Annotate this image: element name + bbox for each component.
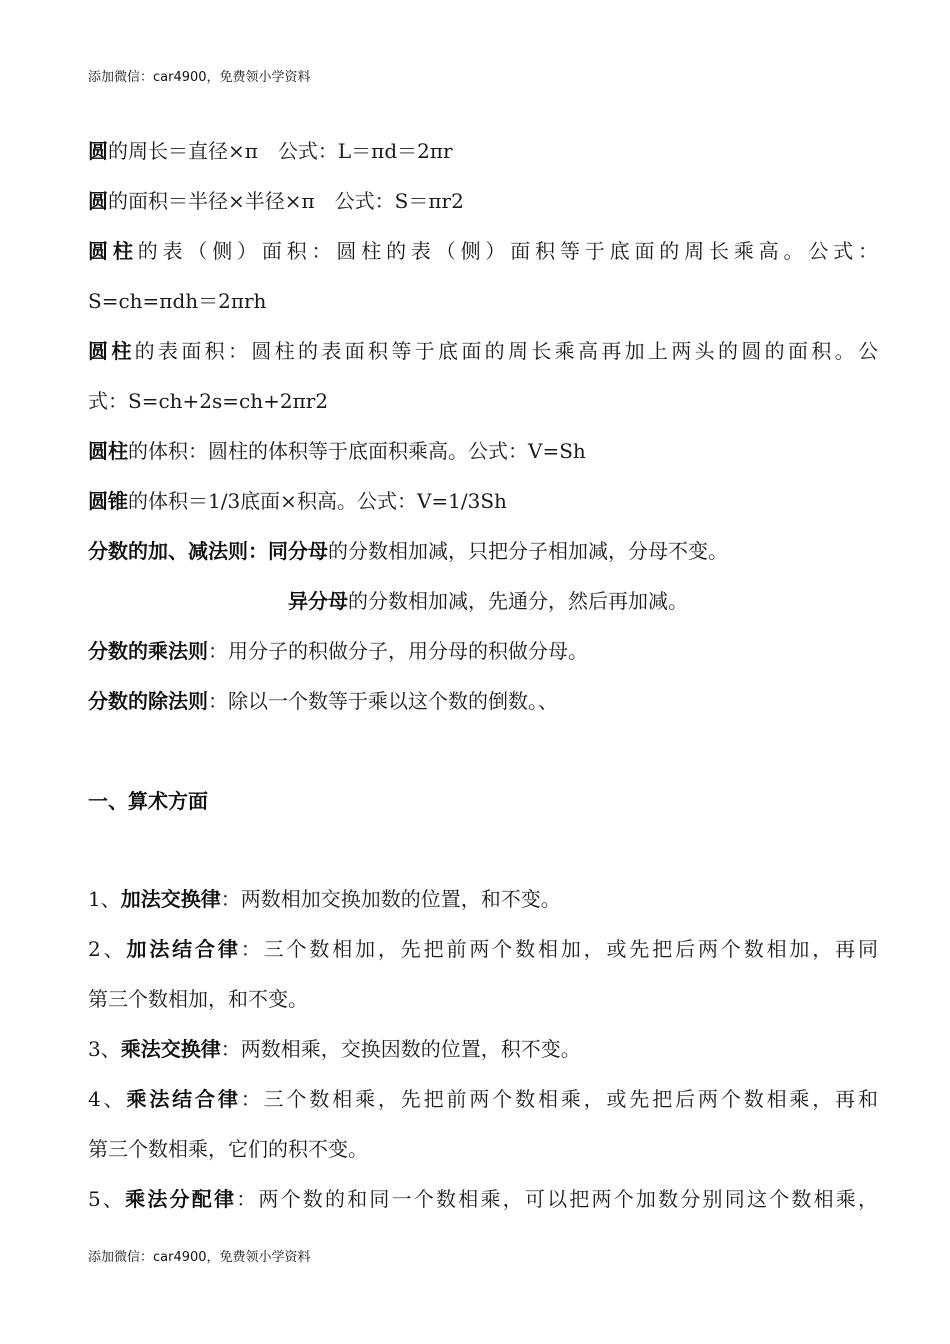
term-bold: 分数的除法则 — [88, 689, 208, 713]
line-text: ：两数相加交换加数的位置，和不变。 — [220, 887, 561, 911]
section-heading — [88, 786, 878, 816]
term-bold: 圆柱 — [88, 339, 135, 363]
cone-volume-line — [88, 486, 878, 516]
circle-area-line — [88, 186, 878, 216]
term-bold: 同分母 — [268, 539, 328, 563]
term-bold: 分数的乘法则 — [88, 639, 208, 663]
line-text: 第三个数相加，和不变。 — [88, 987, 308, 1011]
line-text: 的表面积：圆柱的表面积等于底面的周长乘高再加上两头的圆的面积。公 — [134, 339, 879, 363]
fraction-unlike-denominator-line — [288, 586, 950, 616]
law-number: 4、 — [88, 1087, 127, 1111]
line-text: 式：S=ch+2s=ch+2πr2 — [88, 389, 329, 413]
law-2-continuation-line — [88, 984, 878, 1014]
law-name: 加法交换律 — [120, 887, 221, 911]
line-text: 的体积＝1/3底面×积高。公式：V=1/3Sh — [128, 489, 507, 513]
line-text: S=ch=πdh＝2πrh — [88, 289, 267, 313]
line-text: ：除以一个数等于乘以这个数的倒数。、 — [208, 689, 558, 713]
law-4-continuation-line — [88, 1134, 878, 1164]
law-2-line — [88, 934, 878, 964]
line-text: 的体积：圆柱的体积等于底面积乘高。公式：V=Sh — [128, 439, 586, 463]
line-text: ：用分子的积做分子，用分母的积做分母。 — [208, 639, 588, 663]
line-text: 的表（侧）面积：圆柱的表（侧）面积等于底面的周长乘高。公式： — [137, 239, 879, 263]
cylinder-lateral-area-line — [88, 236, 878, 266]
fraction-multiplication-rule-line — [88, 636, 878, 666]
cylinder-surface-formula-line — [88, 386, 878, 416]
law-4-line — [88, 1084, 878, 1114]
page-footer: 添加微信：car4900，免费领小学资料 — [88, 1250, 311, 1265]
law-number: 3、 — [88, 1037, 121, 1061]
cylinder-volume-line — [88, 436, 878, 466]
line-text: ：两个数的和同一个数相乘，可以把两个加数分别同这个数相乘， — [236, 1187, 878, 1211]
term-bold: 圆柱 — [88, 239, 138, 263]
law-1-line — [88, 884, 878, 914]
law-name: 乘法交换律 — [120, 1037, 221, 1061]
line-text: 的周长＝直径×π 公式：L＝πd＝2πr — [108, 139, 453, 163]
fraction-add-sub-rule-line — [88, 536, 878, 566]
law-name: 乘法分配律 — [125, 1187, 237, 1211]
term-bold: 圆 — [88, 189, 108, 213]
line-text: ：三个数相乘，先把前两个数相乘，或先把后两个数相乘，再和 — [240, 1087, 879, 1111]
cylinder-lateral-formula-line — [88, 286, 878, 316]
law-number: 2、 — [88, 937, 127, 961]
law-number: 5、 — [88, 1187, 126, 1211]
line-text: 的面积＝半径×半径×π 公式：S＝πr2 — [108, 189, 464, 213]
line-text: ：三个数相加，先把前两个数相加，或先把后两个数相加，再同 — [240, 937, 879, 961]
term-bold: 圆柱 — [88, 439, 128, 463]
term-bold: 圆锥 — [88, 489, 128, 513]
line-text: 第三个数相乘，它们的积不变。 — [88, 1137, 368, 1161]
line-text: ：两数相乘，交换因数的位置，积不变。 — [220, 1037, 581, 1061]
term-bold: 分数的加、减法则： — [88, 539, 268, 563]
line-text: 的分数相加减，先通分，然后再加减。 — [348, 589, 688, 613]
circle-circumference-line — [88, 136, 878, 166]
term-bold: 圆 — [88, 139, 108, 163]
law-name: 乘法结合律 — [126, 1087, 241, 1111]
law-5-line — [88, 1184, 878, 1214]
page-header: 添加微信：car4900，免费领小学资料 — [88, 70, 311, 85]
law-name: 加法结合律 — [126, 937, 241, 961]
term-bold: 异分母 — [288, 589, 348, 613]
cylinder-surface-area-line — [88, 336, 878, 366]
fraction-division-rule-line — [88, 686, 878, 716]
line-text: 的分数相加减，只把分子相加减，分母不变。 — [328, 539, 728, 563]
law-3-line — [88, 1034, 878, 1064]
section-title: 一、算术方面 — [88, 789, 208, 813]
law-number: 1、 — [88, 887, 121, 911]
